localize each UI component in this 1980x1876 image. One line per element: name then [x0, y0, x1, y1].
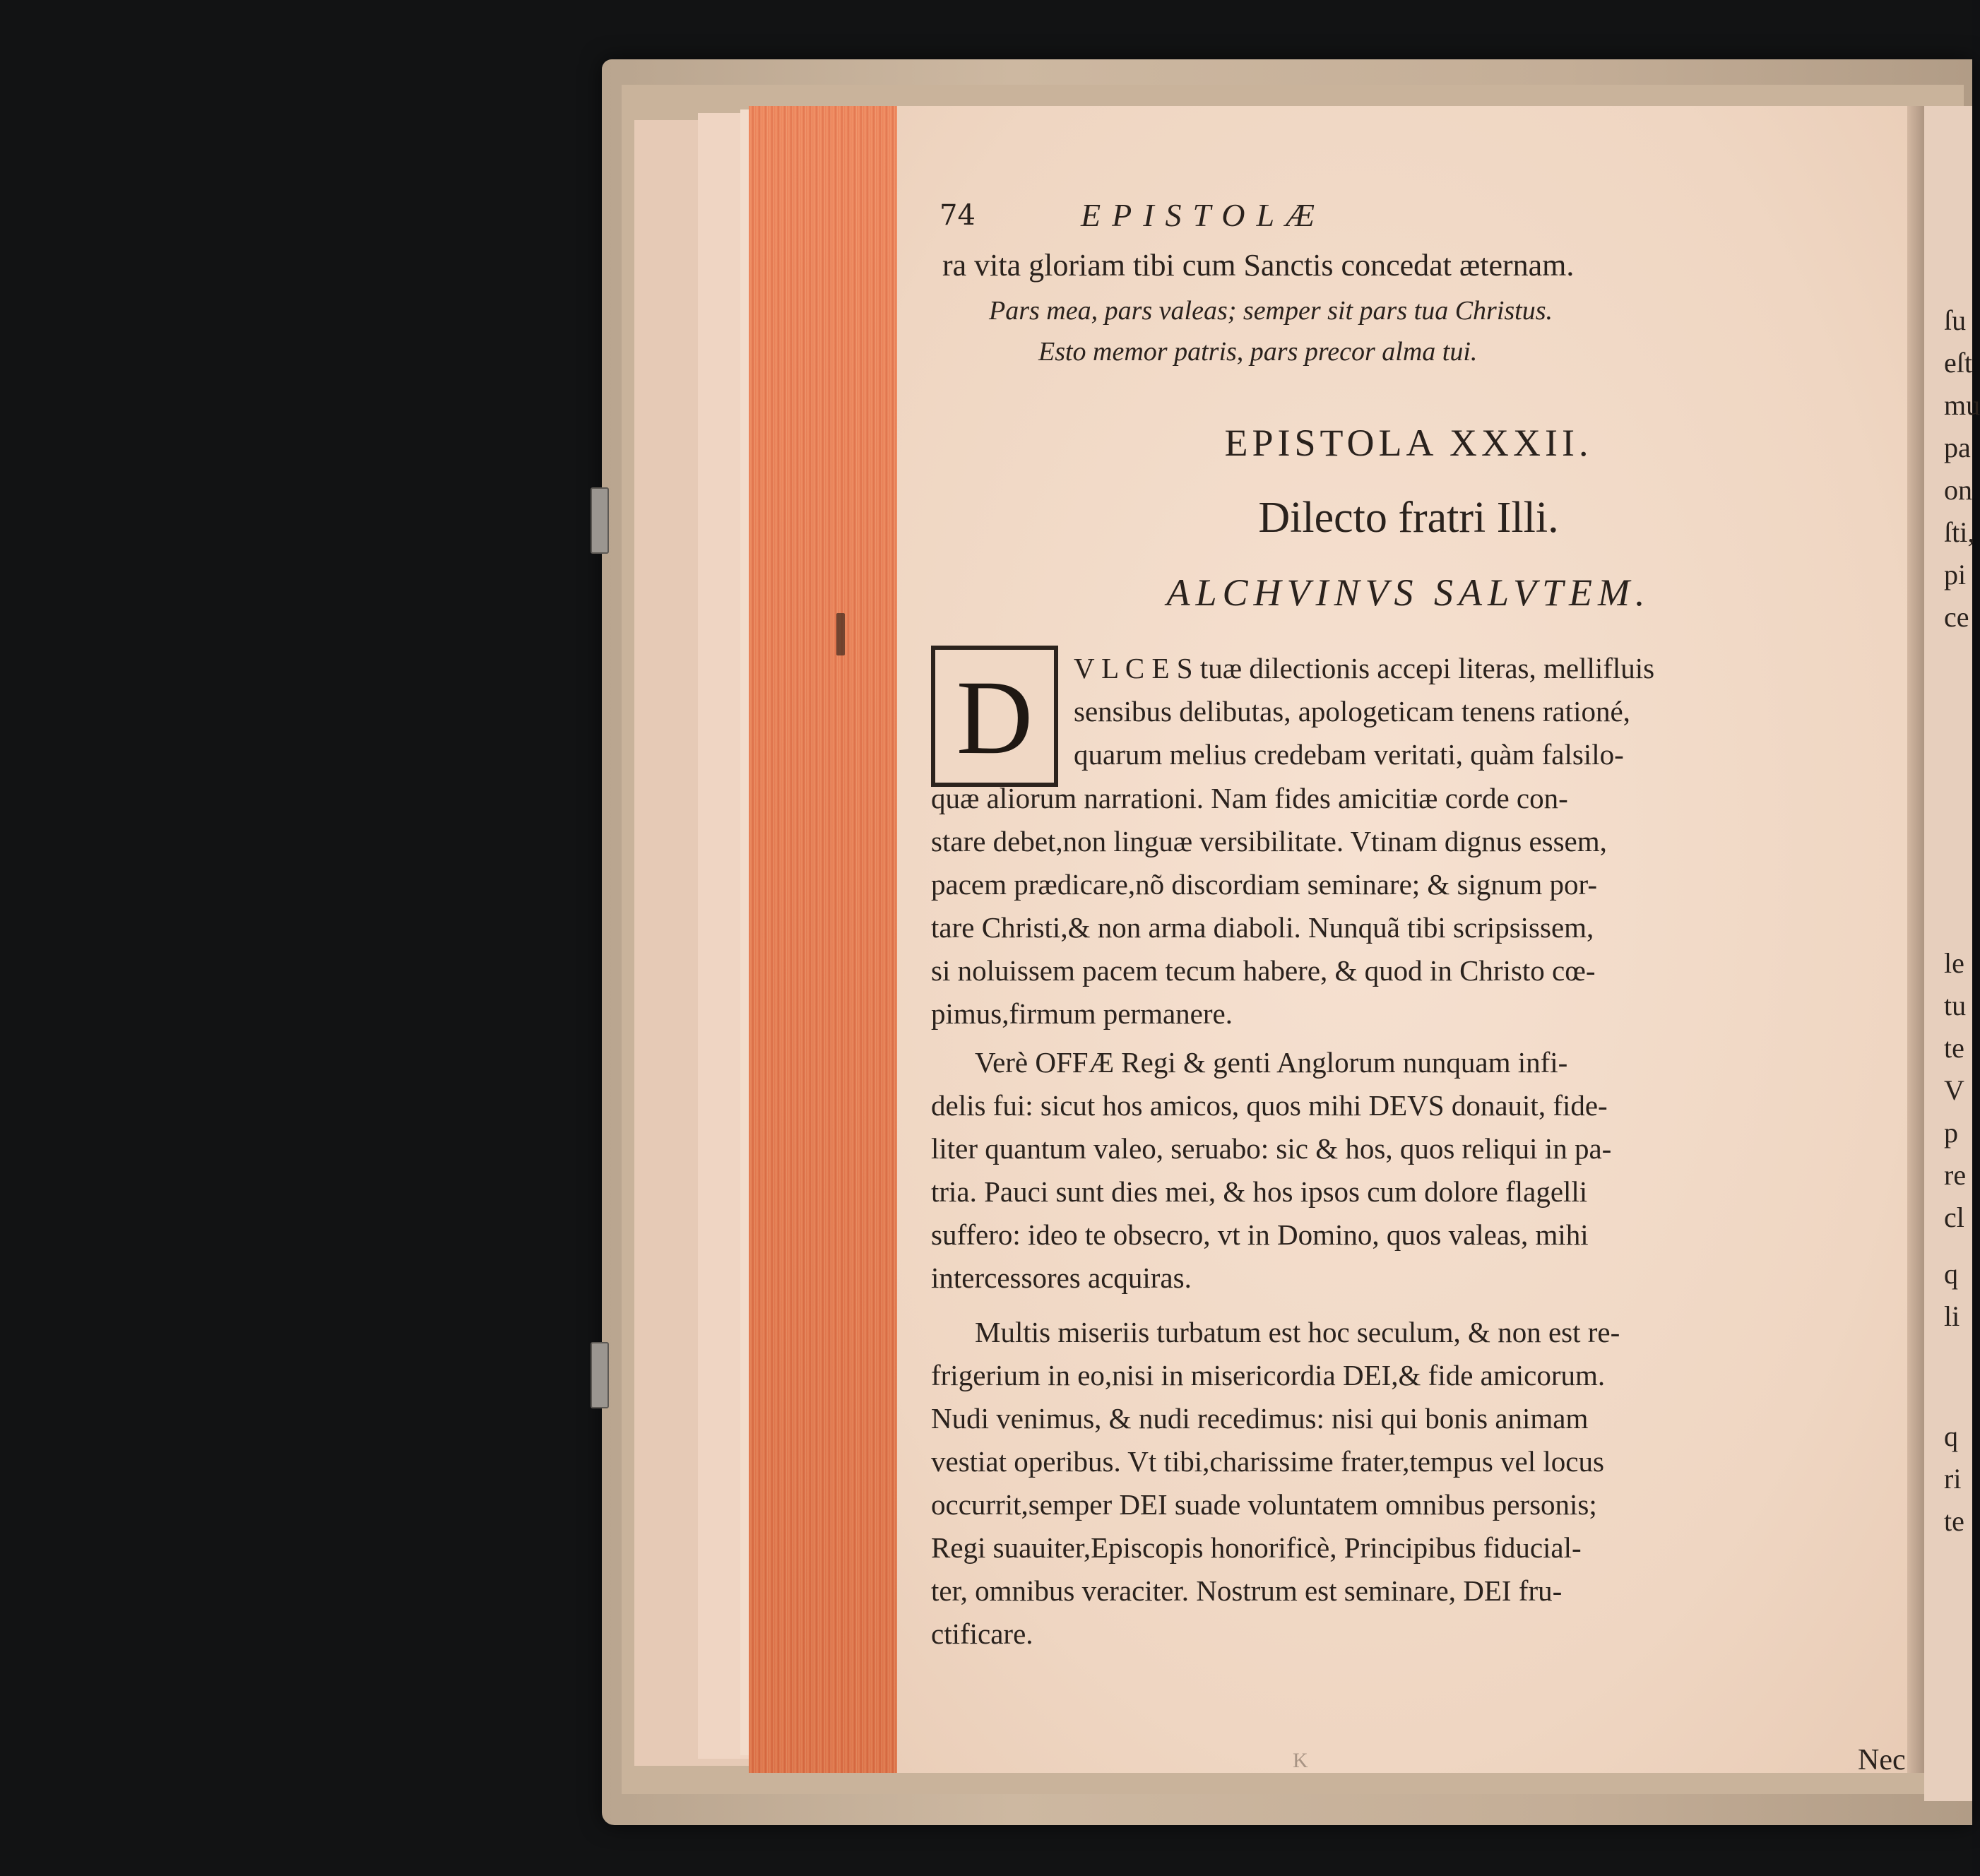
running-title: EPISTOLÆ [1081, 197, 1326, 233]
body-line: pacem prædicare,nõ discordiam seminare; & signum por- [931, 868, 1598, 901]
continuation-line: ra vita gloriam tibi cum Sanctis concedat æternam. [942, 248, 1575, 283]
facing-page-fragment: pi [1944, 559, 1967, 590]
initial-letter: D [956, 659, 1033, 776]
body-line: frigerium in eo,nisi in misericordia DEI,& fide amicorum. [931, 1359, 1606, 1391]
facing-page-fragment: ſu [1944, 304, 1967, 336]
epistle-heading: EPISTOLA XXXII. [1224, 422, 1593, 464]
clasp-upper [591, 487, 609, 554]
facing-page-fragment: te [1944, 1505, 1964, 1537]
facing-page-fragment: ſti, [1944, 516, 1975, 548]
facing-page-fragment: ri [1944, 1463, 1962, 1495]
epistle-greeting: ALCHVINVS SALVTEM. [1166, 571, 1651, 614]
body-line: quæ aliorum narrationi. Nam fides amicitiæ corde con- [931, 782, 1568, 814]
body-line: V L C E S tuæ dilectionis accepi literas, mellifluis [1074, 652, 1655, 684]
red-edge-shading [749, 106, 897, 1773]
facing-page-fragment: pa [1944, 432, 1971, 463]
body-line: delis fui: sicut hos amicos, quos mihi DEVS donauit, fide- [931, 1089, 1608, 1122]
facing-page-fragment: on [1944, 474, 1972, 506]
body-line: Regi suauiter,Episcopis honorificè, Principibus fiducial- [931, 1531, 1582, 1564]
facing-page-fragment: V [1944, 1074, 1964, 1106]
body-line: stare debet,non linguæ versibilitate. Vtinam dignus essem, [931, 825, 1607, 857]
running-head [939, 199, 1717, 242]
facing-page-fragment: le [1944, 947, 1964, 979]
facing-page-fragment: ce [1944, 601, 1969, 633]
facing-page-fragment: cl [1944, 1201, 1964, 1233]
decorated-initial [931, 646, 1058, 787]
facing-page-fragment: re [1944, 1159, 1967, 1191]
body-line: ctificare. [931, 1617, 1033, 1650]
body-line: Verè OFFÆ Regi & genti Anglorum nunquam infi- [975, 1046, 1568, 1079]
facing-page-fragment: q [1944, 1258, 1958, 1290]
body-line: sensibus delibutas, apologeticam tenens rationé, [1074, 695, 1630, 728]
body-line: si noluissem pacem tecum habere, & quod in Christo cœ- [931, 954, 1596, 987]
facing-page-fragment: li [1944, 1300, 1960, 1332]
body-line: quarum melius credebam veritati, quàm falsilo- [1074, 738, 1624, 771]
verse-line: Pars mea, pars valeas; semper sit pars tua Christus. [989, 296, 1553, 326]
text-page [897, 106, 1920, 1776]
edge-stain [836, 613, 845, 655]
signature-mark: K [1293, 1749, 1308, 1772]
facing-page-fragment: te [1944, 1032, 1964, 1064]
body-line: ter, omnibus veraciter. Nostrum est seminare, DEI fru- [931, 1574, 1563, 1607]
clasp-lower [591, 1342, 609, 1408]
body-line: intercessores acquiras. [931, 1261, 1192, 1294]
facing-page-fragment: tu [1944, 990, 1967, 1021]
facing-page-fragment: mu [1944, 389, 1980, 421]
body-line: Nudi venimus, & nudi recedimus: nisi qui bonis animam [931, 1402, 1589, 1435]
catchword: Nec [1858, 1744, 1906, 1776]
body-line: occurrit,semper DEI suade voluntatem omnibus personis; [931, 1488, 1597, 1521]
body-line: liter quantum valeo, seruabo: sic & hos, quos reliqui in pa- [931, 1132, 1612, 1165]
verse-line: Esto memor patris, pars precor alma tui. [1038, 337, 1478, 367]
body-line: pimus,firmum permanere. [931, 997, 1233, 1030]
facing-page-fragment: p [1944, 1117, 1958, 1148]
body-line: Multis miseriis turbatum est hoc seculum, & non est re- [975, 1316, 1620, 1348]
epistle-address: Dilecto fratri Illi. [1258, 494, 1559, 542]
page-number: 74 [939, 199, 976, 232]
body-line: tria. Pauci sunt dies mei, & hos ipsos cum dolore flagelli [931, 1175, 1588, 1208]
facing-page-fragment: q [1944, 1420, 1958, 1452]
body-line: tare Christi,& non arma diaboli. Nunquã tibi scripsissem, [931, 911, 1594, 944]
body-line: suffero: ideo te obsecro, vt in Domino, quos valeas, mihi [931, 1218, 1589, 1251]
facing-page-fragment: eſt [1944, 347, 1972, 379]
body-line: vestiat operibus. Vt tibi,charissime frater,tempus vel locus [931, 1445, 1604, 1478]
